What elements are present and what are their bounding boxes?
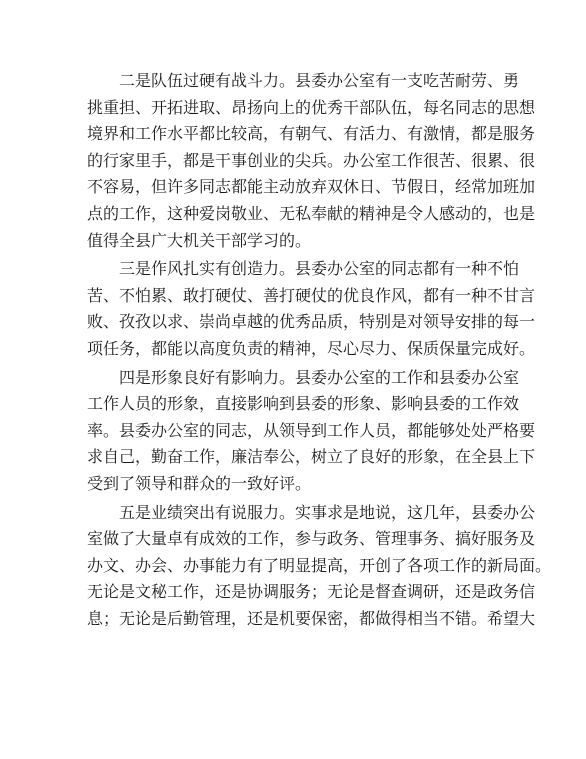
text-line: 的行家里手，都是干事创业的尖兵。办公室工作很苦、很累、很 — [87, 150, 536, 170]
text-line: 求自己，勤奋工作，廉洁奉公，树立了良好的形象，在全县上下 — [87, 447, 536, 467]
text-line: 无论是文秘工作，还是协调服务；无论是督查调研，还是政务信 — [87, 582, 536, 602]
text-line: 败、孜孜以求、崇尚卓越的优秀品质，特别是对领导安排的每一 — [87, 312, 536, 332]
text-line: 四是形象良好有影响力。县委办公室的工作和县委办公室 — [119, 367, 520, 387]
text-line: 五是业绩突出有说服力。实事求是地说，这几年，县委办公 — [119, 502, 536, 522]
text-line: 项任务，都能以高度负责的精神，尽心尽力、保质保量完成好。 — [87, 338, 536, 358]
text-line: 挑重担、开拓进取、昂扬向上的优秀干部队伍，每名同志的思想 — [87, 97, 536, 117]
text-line: 办文、办会、办事能力有了明显提高，开创了各项工作的新局面。 — [87, 555, 552, 575]
text-line: 二是队伍过硬有战斗力。县委办公室有一支吃苦耐劳、勇 — [119, 71, 520, 90]
paragraph-image-influence — [87, 365, 536, 498]
text-line: 三是作风扎实有创造力。县委办公室的同志都有一种不怕 — [119, 259, 520, 279]
text-line: 值得全县广大机关干部学习的。 — [87, 230, 312, 250]
text-line: 不容易，但许多同志都能主动放弃双休日、节假日，经常加班加 — [87, 177, 536, 197]
text-line: 工作人员的形象，直接影响到县委的形象、影响县委的工作效 — [87, 394, 520, 414]
text-line: 苦、不怕累、敢打硬仗、善打硬仗的优良作风，都有一种不甘言 — [87, 285, 536, 305]
text-line: 境界和工作水平都比较高，有朝气、有活力、有激情，都是服务 — [87, 124, 536, 144]
paragraph-performance — [87, 500, 552, 633]
paragraph-team-strength — [87, 68, 536, 254]
text-line: 室做了大量卓有成效的工作，参与政务、管理事务、搞好服务及 — [87, 529, 536, 549]
text-line: 息；无论是后勤管理，还是机要保密，都做得相当不错。希望大 — [87, 608, 536, 628]
document-body — [87, 68, 552, 634]
paragraph-work-style — [87, 256, 536, 362]
text-line: 受到了领导和群众的一致好评。 — [87, 473, 312, 493]
text-line: 率。县委办公室的同志，从领导到工作人员，都能够处处严格要 — [87, 420, 536, 440]
text-line: 点的工作，这种爱岗敬业、无私奉献的精神是令人感动的，也是 — [87, 203, 536, 223]
